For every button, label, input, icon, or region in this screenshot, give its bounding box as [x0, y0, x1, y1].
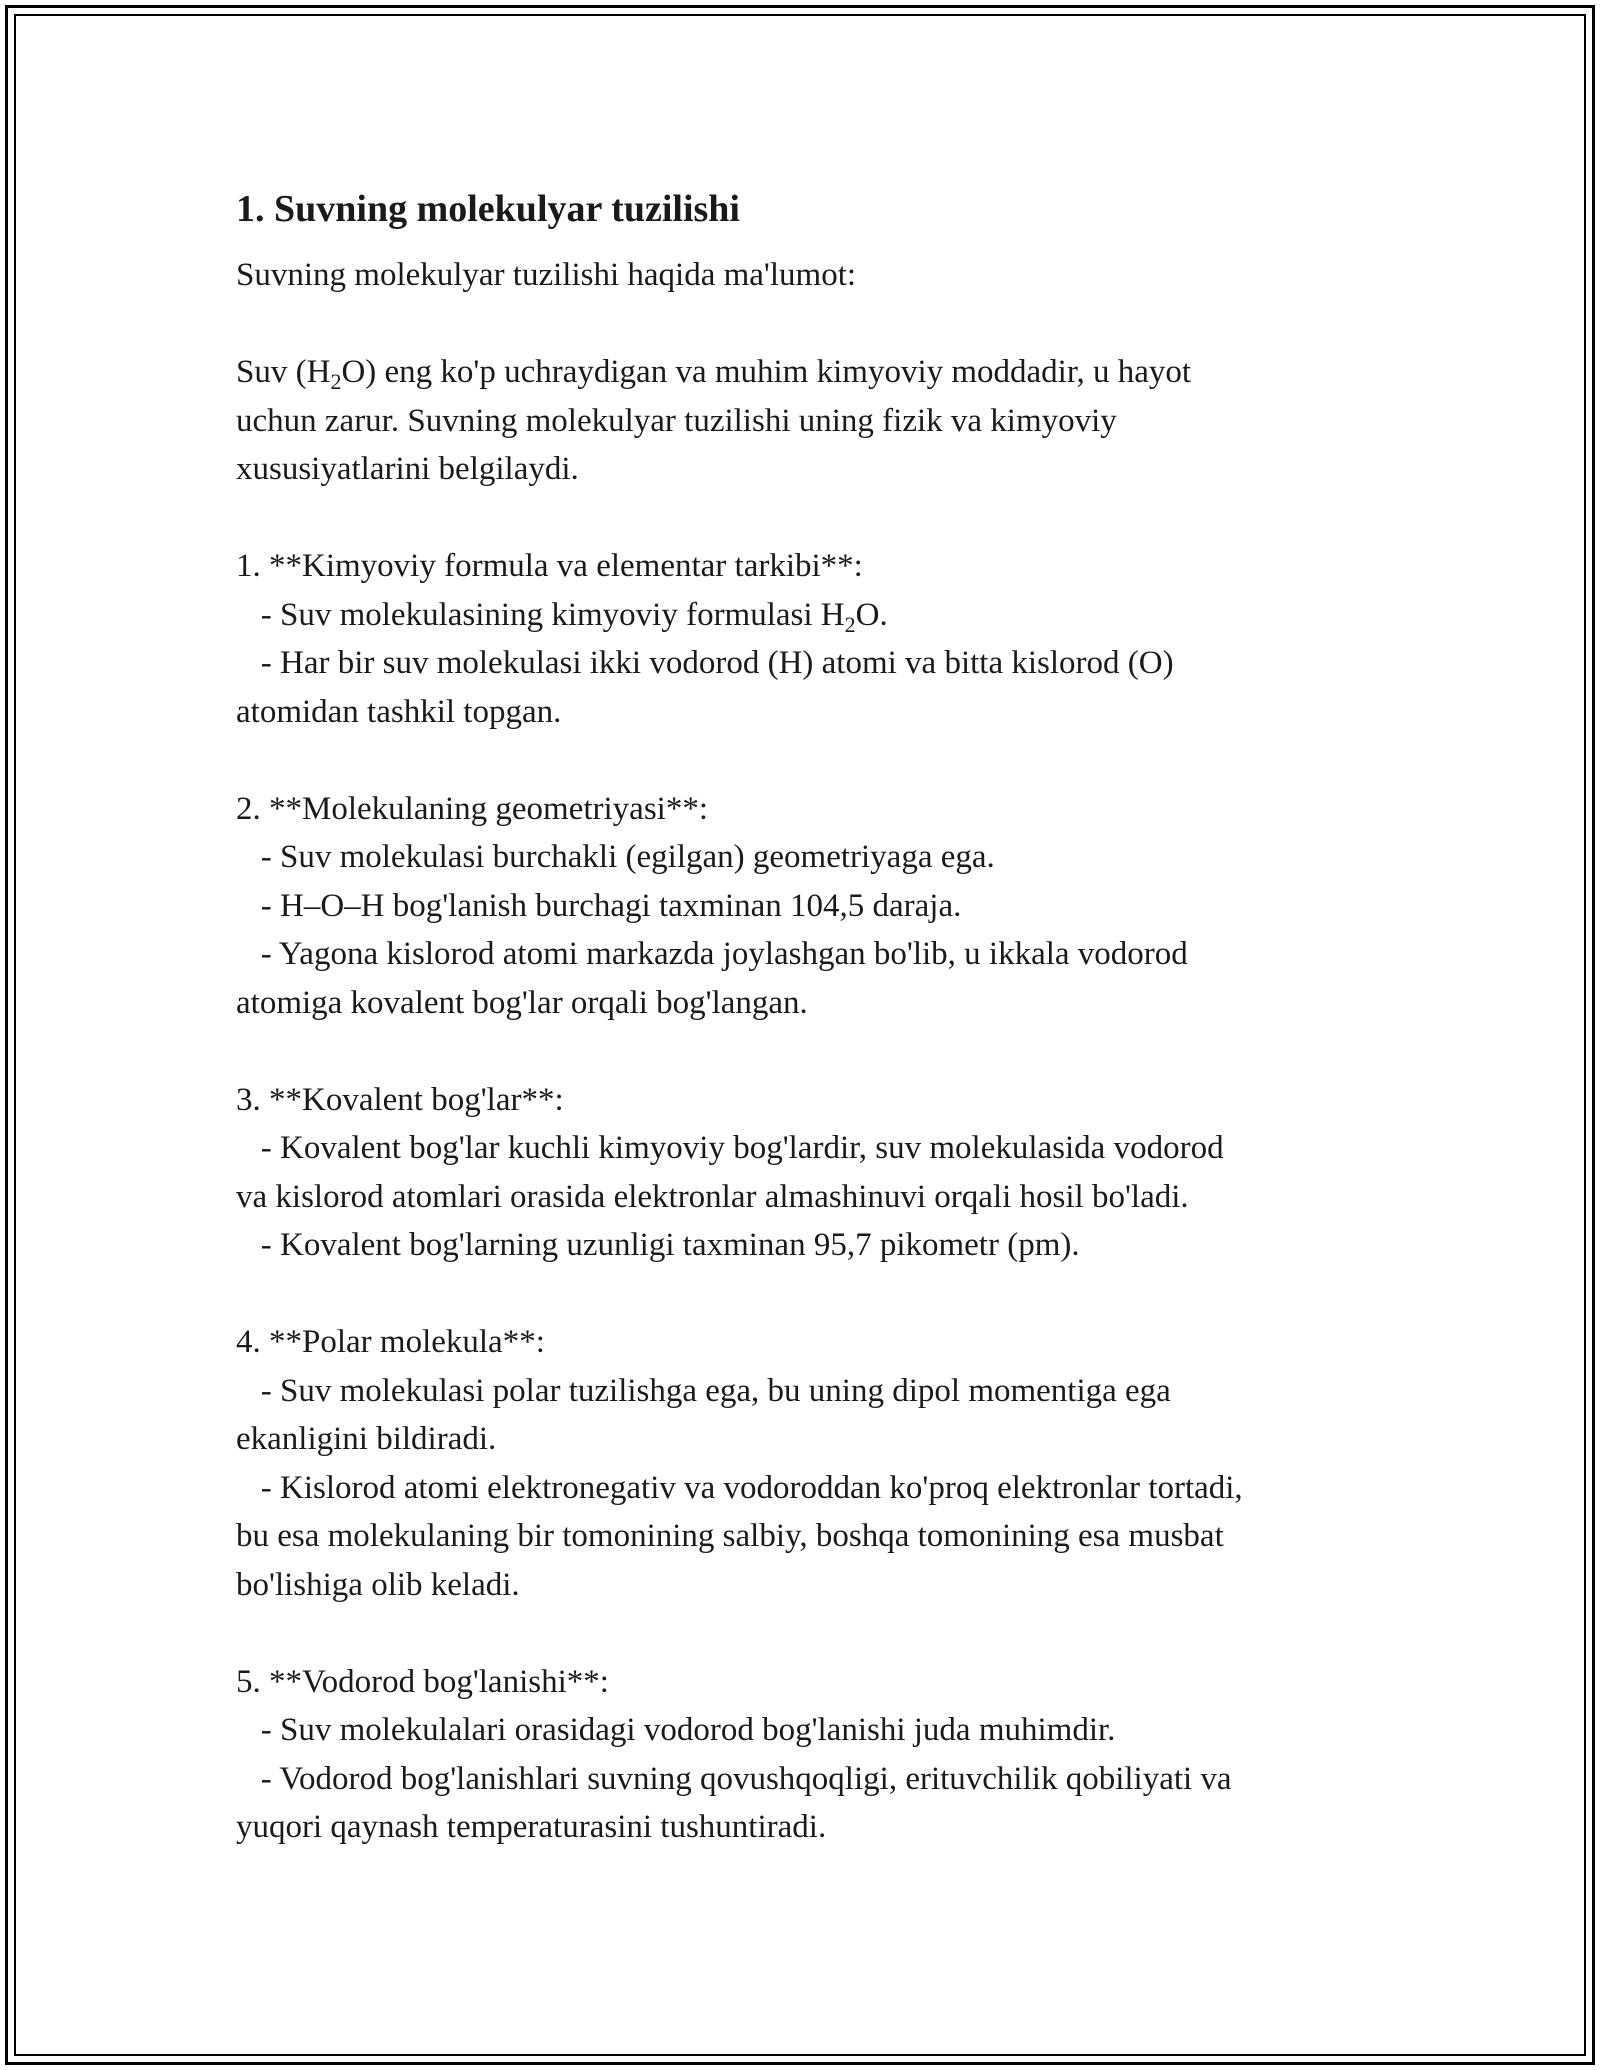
para1-line-3: xususiyatlarini belgilaydi. [236, 451, 579, 487]
subscript: 2 [844, 611, 856, 637]
section-1-bullet-2-line-2: atomidan tashkil topgan. [236, 693, 562, 730]
paragraph-gap [236, 494, 1376, 543]
section-2-bullet-1: - Suv molekulasi burchakli (egilgan) geometriyaga ega. [236, 839, 995, 875]
section-5-bullet-1: - Suv molekulalari orasidagi vodorod bog'lanishi juda muhimdir. [236, 1712, 1116, 1748]
section-3-title: 3. **Kovalent bog'lar**: [236, 1081, 564, 1118]
section-2-bullet-3-line-2: atomiga kovalent bog'lar orqali bog'langan. [236, 984, 808, 1021]
text-run: O) eng ko'p uchraydigan va muhim kimyoviy moddadir, u hayot [341, 354, 1192, 390]
section-2-bullet-3-line-1: - Yagona kislorod atomi markazda joylashgan bo'lib, u ikkala vodorod [236, 936, 1188, 972]
section-1-title: 1. **Kimyoviy formula va elementar tarkibi**: [236, 548, 863, 584]
paragraph-gap [236, 1027, 1376, 1076]
text-run: - Suv molekulasining kimyoviy formulasi H [236, 596, 845, 633]
section-1-bullet-2-line-1: - Har bir suv molekulasi ikki vodorod (H) atomi va bitta kislorod (O) [236, 645, 1174, 681]
document-body [236, 185, 1376, 1852]
paragraph-gap [236, 1270, 1376, 1319]
section-2-bullet-2: - H–O–H bog'lanish burchagi taxminan 104,5 daraja. [236, 887, 962, 924]
paragraph-gap [236, 1609, 1376, 1658]
section-4-title: 4. **Polar molekula**: [236, 1324, 545, 1360]
section-3-bullet-2: - Kovalent bog'larning uzunligi taxminan 95,7 pikometr (pm). [236, 1227, 1080, 1263]
section-4-bullet-2-line-2: bu esa molekulaning bir tomonining salbiy, boshqa tomonining esa musbat [236, 1518, 1224, 1554]
section-2-title: 2. **Molekulaning geometriyasi**: [236, 790, 709, 827]
section-3-bullet-1-line-1: - Kovalent bog'lar kuchli kimyoviy bog'lardir, suv molekulasida vodorod [236, 1130, 1224, 1166]
page-title: 1. Suvning molekulyar tuzilishi [236, 188, 740, 230]
para1-line-1 [236, 348, 1376, 397]
section-4-bullet-1-line-1: - Suv molekulasi polar tuzilishga ega, bu uning dipol momentiga ega [236, 1372, 1171, 1409]
section-5-title: 5. **Vodorod bog'lanishi**: [236, 1663, 609, 1700]
text-run: O. [855, 596, 888, 633]
section-5-bullet-2-line-1: - Vodorod bog'lanishlari suvning qovushqoqligi, erituvchilik qobiliyati va [236, 1760, 1232, 1797]
paragraph-gap [236, 736, 1376, 785]
section-1-bullet-1 [236, 591, 1376, 640]
section-4-bullet-2-line-1: - Kislorod atomi elektronegativ va vodoroddan ko'proq elektronlar tortadi, [236, 1469, 1243, 1506]
para1-line-2: uchun zarur. Suvning molekulyar tuzilishi uning fizik va kimyoviy [236, 402, 1117, 439]
subscript: 2 [330, 369, 342, 394]
section-4-bullet-1-line-2: ekanligini bildiradi. [236, 1421, 497, 1457]
section-3-bullet-1-line-2: va kislorod atomlari orasida elektronlar almashinuvi orqali hosil bo'ladi. [236, 1178, 1189, 1215]
intro-line: Suvning molekulyar tuzilishi haqida ma'lumot: [236, 257, 857, 293]
section-5-bullet-2-line-2: yuqori qaynash temperaturasini tushuntiradi. [236, 1809, 827, 1845]
text-run: Suv (H [236, 354, 331, 390]
paragraph-gap [236, 300, 1376, 349]
section-4-bullet-2-line-3: bo'lishiga olib keladi. [236, 1566, 520, 1603]
